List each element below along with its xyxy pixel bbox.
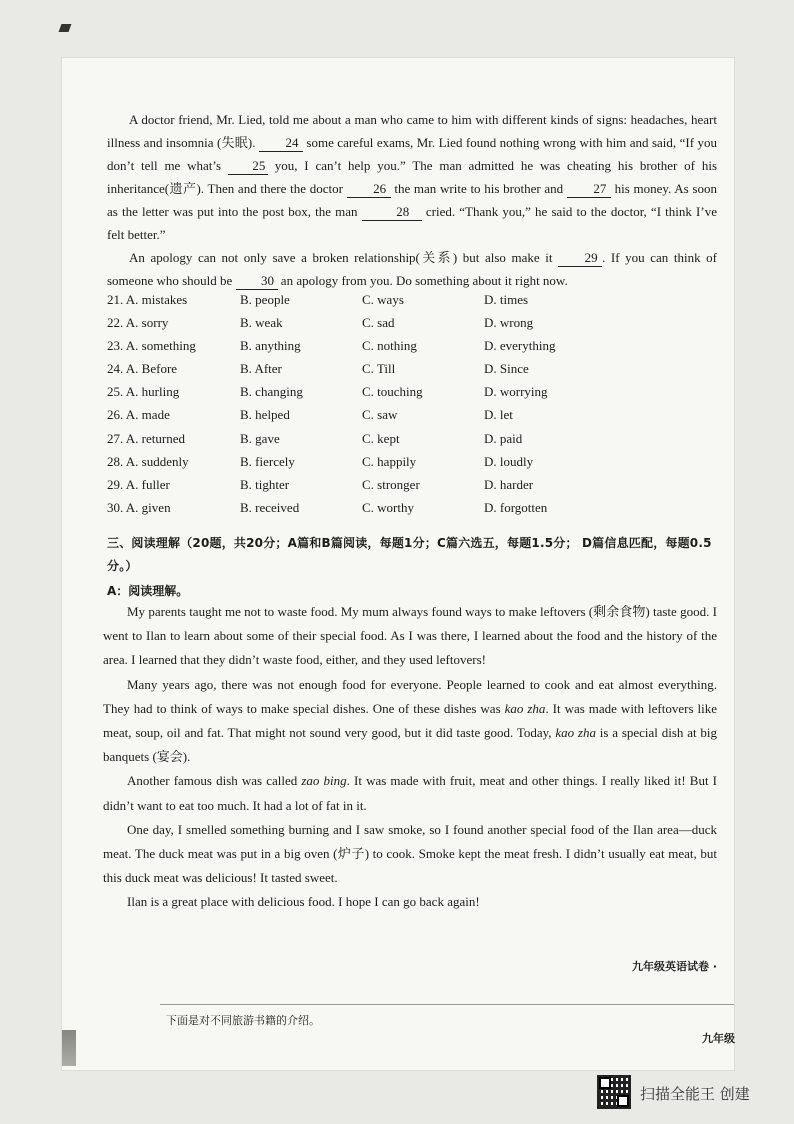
option-a xyxy=(107,454,189,470)
option-c: C. saw xyxy=(362,407,398,423)
option-c: C. ways xyxy=(362,292,404,307)
section-heading: 三、阅读理解（20题，共20分；A篇和B篇阅读，每题1分；C篇六选五，每题1.5分； D篇信息匹配，每题0.5分。） xyxy=(107,536,712,573)
option-a xyxy=(107,315,168,331)
option-row xyxy=(107,292,667,315)
passage-paragraph: Ilan is a great place with delicious food. I hope I can go back again! xyxy=(127,894,480,910)
option-text: A. fuller xyxy=(125,476,170,492)
option-text: A. mistakes xyxy=(125,292,188,307)
blank-24: 24 xyxy=(259,135,303,152)
blank-28: 28 xyxy=(362,204,422,221)
question-number: 23. xyxy=(107,338,124,354)
option-d: D. wrong xyxy=(484,315,534,331)
passage-text: is a special dish at big banquets (宴会). xyxy=(103,725,717,765)
option-b: B. fiercely xyxy=(240,453,295,469)
question-number: 27. xyxy=(107,430,124,446)
option-c: C. stronger xyxy=(362,476,420,492)
cloze-text: cried. “Thank you,” he said to the doctor, “I think I’ve felt better.” xyxy=(107,204,717,242)
option-a xyxy=(107,292,187,308)
option-text: A. returned xyxy=(125,430,185,446)
dish-name: zao bing xyxy=(301,773,347,789)
next-page-corner-label: 九年级 xyxy=(702,1032,735,1045)
option-row xyxy=(107,384,667,407)
option-text: A. sorry xyxy=(125,315,169,331)
qr-code-icon xyxy=(598,1076,630,1108)
option-text: A. hurling xyxy=(125,384,180,400)
passage-text: Another famous dish was called xyxy=(127,773,302,789)
option-b: B. gave xyxy=(240,430,280,446)
option-d: D. loudly xyxy=(484,453,534,469)
option-c: C. touching xyxy=(362,384,423,400)
option-b: B. anything xyxy=(240,338,301,354)
question-number: 29. xyxy=(107,476,124,492)
blank-27: 27 xyxy=(567,181,611,198)
option-row xyxy=(107,338,667,361)
option-d: D. worrying xyxy=(484,384,548,400)
scan-edge-smudge xyxy=(62,1030,76,1066)
option-d: D. Since xyxy=(484,361,529,377)
passage-text: Many years ago, there was not enough food for everyone. People learned to cook and eat almost everything. They had to think of ways to make special dishes. One of these dishes was xyxy=(103,676,717,716)
option-text: A. given xyxy=(125,499,171,515)
option-a xyxy=(107,384,179,400)
cloze-text: An apology can not only save a broken relationship(关系) but also make it xyxy=(129,250,559,265)
question-number: 24. xyxy=(107,361,124,377)
option-a xyxy=(107,477,170,493)
option-d: D. everything xyxy=(484,338,556,354)
option-c: C. worthy xyxy=(362,499,414,515)
option-b: B. weak xyxy=(240,315,283,331)
option-d: D. let xyxy=(484,407,513,423)
option-row xyxy=(107,454,667,477)
passage-paragraph: One day, I smelled something burning and I saw smoke, so I found another special food of the Ilan area—duck meat. The duck meat was put in a big oven (炉子) to cook. Smoke kept the meat fresh. I didn’t usually eat meat, but this duck meat was delicious! It tasted sweet. xyxy=(103,821,717,886)
option-b: B. helped xyxy=(240,407,290,423)
reading-passage xyxy=(103,600,717,915)
option-a xyxy=(107,407,170,423)
question-number: 28. xyxy=(107,453,124,469)
option-row xyxy=(107,477,667,500)
option-b: B. After xyxy=(240,361,282,377)
cloze-text: an apology from you. Do something about it right now. xyxy=(277,273,568,288)
cloze-passage xyxy=(107,108,717,292)
cloze-paragraph-1 xyxy=(107,108,717,246)
option-a xyxy=(107,361,177,377)
question-number: 21. xyxy=(107,292,124,307)
option-d: D. harder xyxy=(484,476,534,492)
passage-paragraph xyxy=(103,673,717,770)
scan-artifact-mark xyxy=(59,24,72,32)
option-c: C. Till xyxy=(362,361,396,377)
option-d: D. times xyxy=(484,292,529,307)
option-row xyxy=(107,407,667,430)
option-b: B. received xyxy=(240,499,300,515)
passage-paragraph: My parents taught me not to waste food. My mum always found ways to make leftovers (剩余食物) taste good. I went to Ilan to learn about some of their special food. As I was there, I learned about the food and the history of the area. I learned that they didn’t waste food, either, and they used leftovers! xyxy=(103,604,717,668)
question-number: 22. xyxy=(107,315,124,331)
scanner-watermark: 扫描全能王 创建 xyxy=(640,1085,750,1103)
passage-paragraph xyxy=(103,769,717,817)
blank-30: 30 xyxy=(236,273,278,290)
question-number: 30. xyxy=(107,499,124,515)
dish-name: kao zha xyxy=(555,725,596,741)
option-text: A. something xyxy=(125,338,196,354)
option-text: A. Before xyxy=(125,361,178,377)
question-number: 26. xyxy=(107,407,124,423)
blank-29: 29 xyxy=(558,250,602,267)
option-text: A. suddenly xyxy=(125,453,189,469)
cloze-text: his money. As soon as the letter was put into the post box, the man xyxy=(107,181,717,219)
option-text: A. made xyxy=(125,407,170,423)
option-c: C. sad xyxy=(362,315,395,331)
option-row xyxy=(107,315,667,338)
blank-25: 25 xyxy=(228,158,268,175)
option-row xyxy=(107,431,667,454)
option-d: D. paid xyxy=(484,430,523,446)
option-b: B. people xyxy=(240,292,290,307)
option-b: B. changing xyxy=(240,384,303,400)
cloze-text: A doctor friend, Mr. Lied, told me about a man who came to him with different kinds of signs: headaches, heart illness and insomnia (失眠). xyxy=(107,112,717,150)
option-d: D. forgotten xyxy=(484,499,548,515)
page-footer-label: 九年级英语试卷 · xyxy=(632,960,718,973)
blank-26: 26 xyxy=(347,181,391,198)
option-a xyxy=(107,338,196,354)
option-a xyxy=(107,431,185,447)
cloze-options xyxy=(107,292,667,523)
cloze-text: . If you can think of someone who should be xyxy=(107,250,717,288)
cloze-paragraph-2 xyxy=(107,246,717,292)
option-row xyxy=(107,361,667,384)
cloze-text: some careful exams, Mr. Lied found nothing wrong with him and said, “If you don’t tell me what’s xyxy=(107,135,717,173)
next-page-intro: 下面是对不同旅游书籍的介绍。 xyxy=(166,1014,320,1027)
option-a xyxy=(107,500,171,516)
option-c: C. happily xyxy=(362,453,417,469)
cloze-text: the man write to his brother and xyxy=(390,181,567,196)
subsection-heading: A：阅读理解。 xyxy=(107,584,189,598)
option-row xyxy=(107,500,667,523)
option-c: C. kept xyxy=(362,430,400,446)
option-c: C. nothing xyxy=(362,338,417,354)
cloze-text: you, I can’t help you.” The man admitted he was cheating his brother of his inheritance(遗产). Then and there the doctor xyxy=(107,158,717,196)
question-number: 25. xyxy=(107,384,124,400)
page-edge-line xyxy=(160,1004,734,1005)
option-b: B. tighter xyxy=(240,476,290,492)
dish-name: kao zha xyxy=(504,700,546,716)
passage-text: . It was made with leftovers like meat, soup, oil and fat. That might not sound very good, but it did taste good. Today, xyxy=(103,700,717,741)
passage-text: . It was made with fruit, meat and other things. I really liked it! But I didn’t want to eat too much. It had a lot of fat in it. xyxy=(103,773,718,813)
